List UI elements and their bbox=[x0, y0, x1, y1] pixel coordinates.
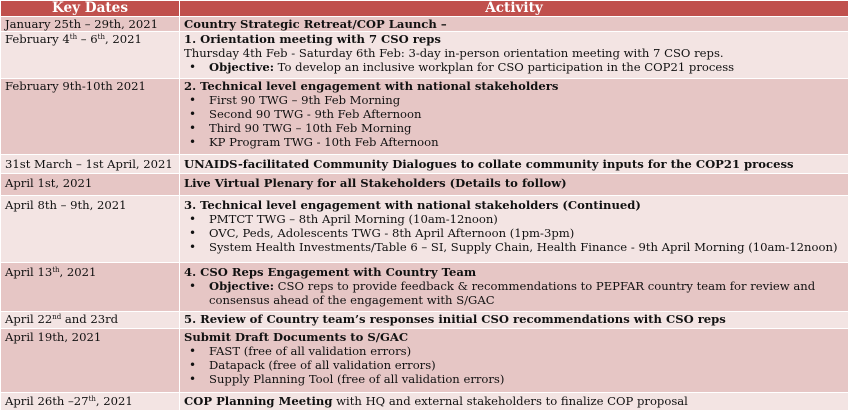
date-cell bbox=[1, 32, 180, 79]
date-text: , 2021 bbox=[104, 32, 142, 46]
date-superscript: th bbox=[97, 33, 105, 41]
table-row bbox=[1, 393, 849, 411]
list-item: • Third 90 TWG – 10th Feb Morning bbox=[184, 121, 845, 135]
activity-description: with HQ and external stakeholders to finalize COP proposal bbox=[332, 394, 688, 408]
table-row bbox=[1, 312, 849, 329]
table-row bbox=[1, 196, 849, 263]
list-item: • Supply Planning Tool (free of all validation errors) bbox=[184, 372, 845, 386]
activity-title: Live Virtual Plenary for all Stakeholders (Details to follow) bbox=[184, 176, 567, 190]
date-superscript: th bbox=[69, 33, 78, 41]
table-row bbox=[1, 32, 849, 79]
date-text: April 19th, 2021 bbox=[5, 330, 102, 344]
list-item: • PMTCT TWG – 8th April Morning (10am-12noon) bbox=[184, 212, 845, 226]
objective-label: Objective: bbox=[209, 60, 274, 74]
date-cell bbox=[1, 329, 180, 393]
objective-label: Objective: bbox=[209, 279, 274, 293]
date-text: , 2021 bbox=[59, 265, 97, 279]
activity-title: 4. CSO Reps Engagement with Country Team bbox=[184, 265, 477, 279]
activity-cell bbox=[180, 329, 849, 393]
date-text: February 4 bbox=[5, 32, 70, 46]
date-text: April 1st, 2021 bbox=[5, 176, 93, 190]
date-superscript: th bbox=[88, 395, 96, 403]
date-cell bbox=[1, 263, 180, 312]
date-cell bbox=[1, 196, 180, 263]
date-text: and 23rd bbox=[61, 312, 119, 326]
bullet-list bbox=[184, 344, 845, 386]
activity-title: UNAIDS-facilitated Community Dialogues to collate community inputs for the COP21 process bbox=[184, 157, 794, 171]
date-text: January 25th – 29th, 2021 bbox=[5, 17, 158, 31]
activity-title: 3. Technical level engagement with national stakeholders (Continued) bbox=[184, 198, 641, 212]
table-row bbox=[1, 263, 849, 312]
date-text: – 6 bbox=[77, 32, 98, 46]
date-cell bbox=[1, 393, 180, 411]
activity-cell bbox=[180, 196, 849, 263]
date-text: , 2021 bbox=[95, 394, 133, 408]
date-text: 31st March – 1st April, 2021 bbox=[5, 157, 173, 171]
date-cell bbox=[1, 174, 180, 196]
date-text: April 26th –27 bbox=[5, 394, 89, 408]
table-row bbox=[1, 155, 849, 174]
activity-description: Thursday 4th Feb - Saturday 6th Feb: 3-day in-person orientation meeting with 7 CSO reps. bbox=[184, 46, 724, 60]
date-cell bbox=[1, 155, 180, 174]
list-item: • FAST (free of all validation errors) bbox=[184, 344, 845, 358]
activity-title: Submit Draft Documents to S/GAC bbox=[184, 330, 409, 344]
list-item: • OVC, Peds, Adolescents TWG - 8th April Afternoon (1pm-3pm) bbox=[184, 226, 845, 240]
table-header-row bbox=[1, 1, 849, 17]
list-item: • KP Program TWG - 10th Feb Afternoon bbox=[184, 135, 845, 149]
bullet-list bbox=[184, 60, 845, 74]
date-text: February 9th-10th 2021 bbox=[5, 79, 146, 93]
activity-cell bbox=[180, 263, 849, 312]
activity-title: Country Strategic Retreat/COP Launch – bbox=[184, 17, 447, 31]
objective-text: To develop an inclusive workplan for CSO participation in the COP21 process bbox=[274, 60, 735, 74]
table-row bbox=[1, 329, 849, 393]
activity-cell bbox=[180, 79, 849, 155]
header-activity: Activity bbox=[180, 1, 849, 17]
date-cell bbox=[1, 17, 180, 32]
date-superscript: nd bbox=[52, 313, 62, 321]
date-text: April 22 bbox=[5, 312, 53, 326]
list-item: • Datapack (free of all validation errors) bbox=[184, 358, 845, 372]
activity-title: 2. Technical level engagement with national stakeholders bbox=[184, 79, 559, 93]
bullet-list bbox=[184, 279, 845, 307]
list-item bbox=[184, 60, 845, 74]
activity-cell bbox=[180, 17, 849, 32]
table-row bbox=[1, 79, 849, 155]
bullet-list bbox=[184, 93, 845, 149]
activity-title: COP Planning Meeting bbox=[184, 394, 333, 408]
activity-cell bbox=[180, 174, 849, 196]
date-text: April 13 bbox=[5, 265, 53, 279]
activity-cell bbox=[180, 312, 849, 329]
list-item: • Second 90 TWG - 9th Feb Afternoon bbox=[184, 107, 845, 121]
list-item: • First 90 TWG – 9th Feb Morning bbox=[184, 93, 845, 107]
list-item: • System Health Investments/Table 6 – SI, Supply Chain, Health Finance - 9th April Morning (10am-12noon) bbox=[184, 240, 845, 254]
header-key-dates: Key Dates bbox=[1, 1, 180, 17]
activity-cell bbox=[180, 393, 849, 411]
table-row bbox=[1, 174, 849, 196]
activity-cell bbox=[180, 155, 849, 174]
activity-title: 1. Orientation meeting with 7 CSO reps bbox=[184, 32, 441, 46]
table-row bbox=[1, 17, 849, 32]
date-cell bbox=[1, 312, 180, 329]
date-cell bbox=[1, 79, 180, 155]
activity-title: 5. Review of Country team’s responses initial CSO recommendations with CSO reps bbox=[184, 312, 726, 326]
date-superscript: th bbox=[52, 266, 60, 274]
objective-text-continued: consensus ahead of the engagement with S/GAC bbox=[209, 293, 495, 307]
list-item bbox=[184, 279, 845, 307]
activity-cell bbox=[180, 32, 849, 79]
objective-text: CSO reps to provide feedback & recommendations to PEPFAR country team for review and bbox=[274, 279, 816, 293]
date-text: April 8th – 9th, 2021 bbox=[5, 198, 127, 212]
bullet-list bbox=[184, 212, 845, 254]
